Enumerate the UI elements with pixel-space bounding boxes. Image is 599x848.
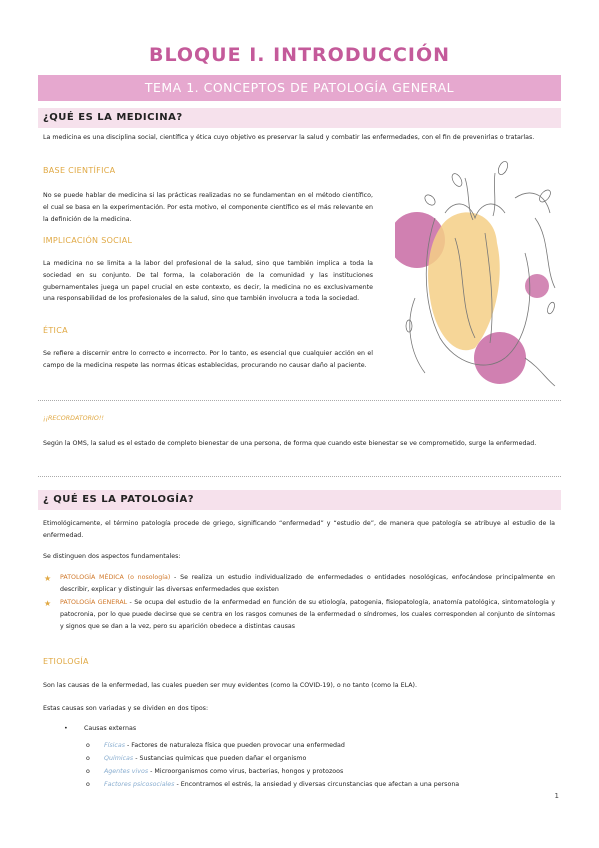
aspect-label: PATOLOGÍA MÉDICA (o nosología) <box>60 574 171 581</box>
etiologia-heading: ETIOLOGÍA <box>43 657 89 666</box>
aspects-intro: Se distinguen dos aspectos fundamentales: <box>43 553 181 560</box>
aspect-item <box>60 572 555 596</box>
medicina-intro: La medicina es una disciplina social, científica y ética cuyo objetivo es preservar la salud y combatir las enfermedades, con el fin de prevenirlas o tratarlas. <box>43 134 535 141</box>
circle-bullet-icon: o <box>86 742 90 749</box>
aspect-text: - Se realiza un estudio individualizado de enfermedades o entidades nosológicas, enfocándose principalmente en describir, explicar y distinguir las diversas enfermedades que existen <box>60 574 556 593</box>
causas-label: Causas externas <box>84 725 137 732</box>
heading-text: ¿QUÉ ES LA MEDICINA? <box>43 112 183 123</box>
yellow-blob <box>428 212 500 350</box>
causa-item <box>104 741 554 751</box>
star-icon: ★ <box>44 599 52 608</box>
star-icon: ★ <box>44 574 52 583</box>
etica-text: Se refiere a discernir entre lo correcto e incorrecto. Por lo tanto, es esencial que cualquier acción en el campo de la medicina respete las normas éticas establecidas, procurando no causar daño al paciente. <box>43 350 373 369</box>
causa-item <box>104 767 554 777</box>
heading-text: ¿ QUÉ ES LA PATOLOGÍA? <box>43 494 195 505</box>
recordatorio-label: ¡¡RECORDATORIO!! <box>43 415 104 422</box>
causa-text: - Encontramos el estrés, la ansiedad y diversas circunstancias que afectan a una persona <box>174 781 460 788</box>
causa-name: Agentes vivos <box>104 768 149 775</box>
recordatorio-text: Según la OMS, la salud es el estado de completo bienestar de una persona, de forma que cuando este bienestar se ve comprometido, surge la enfermedad. <box>43 440 537 447</box>
section-heading-medicina <box>38 108 561 128</box>
section-heading-patologia <box>38 490 561 510</box>
aspect-item <box>60 597 555 632</box>
implicacion-heading: IMPLICACIÓN SOCIAL <box>43 236 133 245</box>
patologia-intro: Etimológicamente, el término patología procede de griego, significando “enfermedad” y “estudio de”, de manera que patología se atribuye al estudio de la enfermedad. <box>43 520 555 539</box>
causa-item <box>104 754 554 764</box>
tema-bar <box>38 75 561 101</box>
causa-text: - Microorganismos como virus, bacterias, hongos y protozoos <box>148 768 344 775</box>
implicacion-text: La medicina no se limita a la labor del profesional de la salud, sino que también implica a toda la sociedad en su conjunto. De tal forma, la colaboración de la comunidad y las instituciones gubernamentales juega un papel crucial en este contexto, es decir, la medicina no es exclusivamente una responsabilidad de los profesionales de la salud, sino que también involucra a toda la sociedad. <box>43 260 373 303</box>
circle-bullet-icon: o <box>86 768 90 775</box>
base-cientifica-text: No se puede hablar de medicina si las prácticas realizadas no se fundamentan en el método científico, el cual se basa en la experimentación. Por esta motivo, el componente científico es el más relevante en la definición de la medicina. <box>43 192 373 223</box>
tipos-intro: Estas causas son variadas y se dividen en dos tipos: <box>43 705 209 712</box>
purple-blob-small <box>525 274 549 298</box>
circle-bullet-icon: o <box>86 781 90 788</box>
bloque-title: BLOQUE I. INTRODUCCIÓN <box>148 44 451 66</box>
causa-name: Factores psicosociales <box>104 781 175 788</box>
divider <box>38 476 561 477</box>
heart-illustration <box>395 158 560 390</box>
causa-text: - Factores de naturaleza física que pueden provocar una enfermedad <box>125 742 345 749</box>
purple-blob-bottom <box>474 332 526 384</box>
causa-item <box>104 780 554 790</box>
circle-bullet-icon: o <box>86 755 90 762</box>
tema-title: TEMA 1. CONCEPTOS DE PATOLOGÍA GENERAL <box>144 80 455 95</box>
causa-name: Físicas <box>104 742 126 749</box>
base-cientifica-heading: BASE CIENTÍFICA <box>43 166 116 175</box>
page-number: 1 <box>554 792 559 800</box>
etiologia-text: Son las causas de la enfermedad, las cuales pueden ser muy evidentes (como la COVID-19), o no tanto (como la ELA). <box>43 682 417 689</box>
aspect-label: PATOLOGÍA GENERAL <box>60 599 128 606</box>
divider <box>38 400 561 401</box>
etica-heading: ÉTICA <box>43 326 68 335</box>
causa-text: - Sustancias químicas que pueden dañar el organismo <box>133 755 307 762</box>
causa-name: Químicas <box>104 755 134 762</box>
aspect-text: - Se ocupa del estudio de la enfermedad en función de su etiología, patogenia, fisiopatología, anatomía patológica, sintomatología y patocronia, por lo que puede decirse que se centra en los rasgos comunes de la enfermedad o síndromes, los cuales corresponden al conjunto de síntomas y signos que se dan a la vez, pero su aparición obedece a distintas causas <box>60 599 555 630</box>
bullet-icon: • <box>64 725 68 732</box>
